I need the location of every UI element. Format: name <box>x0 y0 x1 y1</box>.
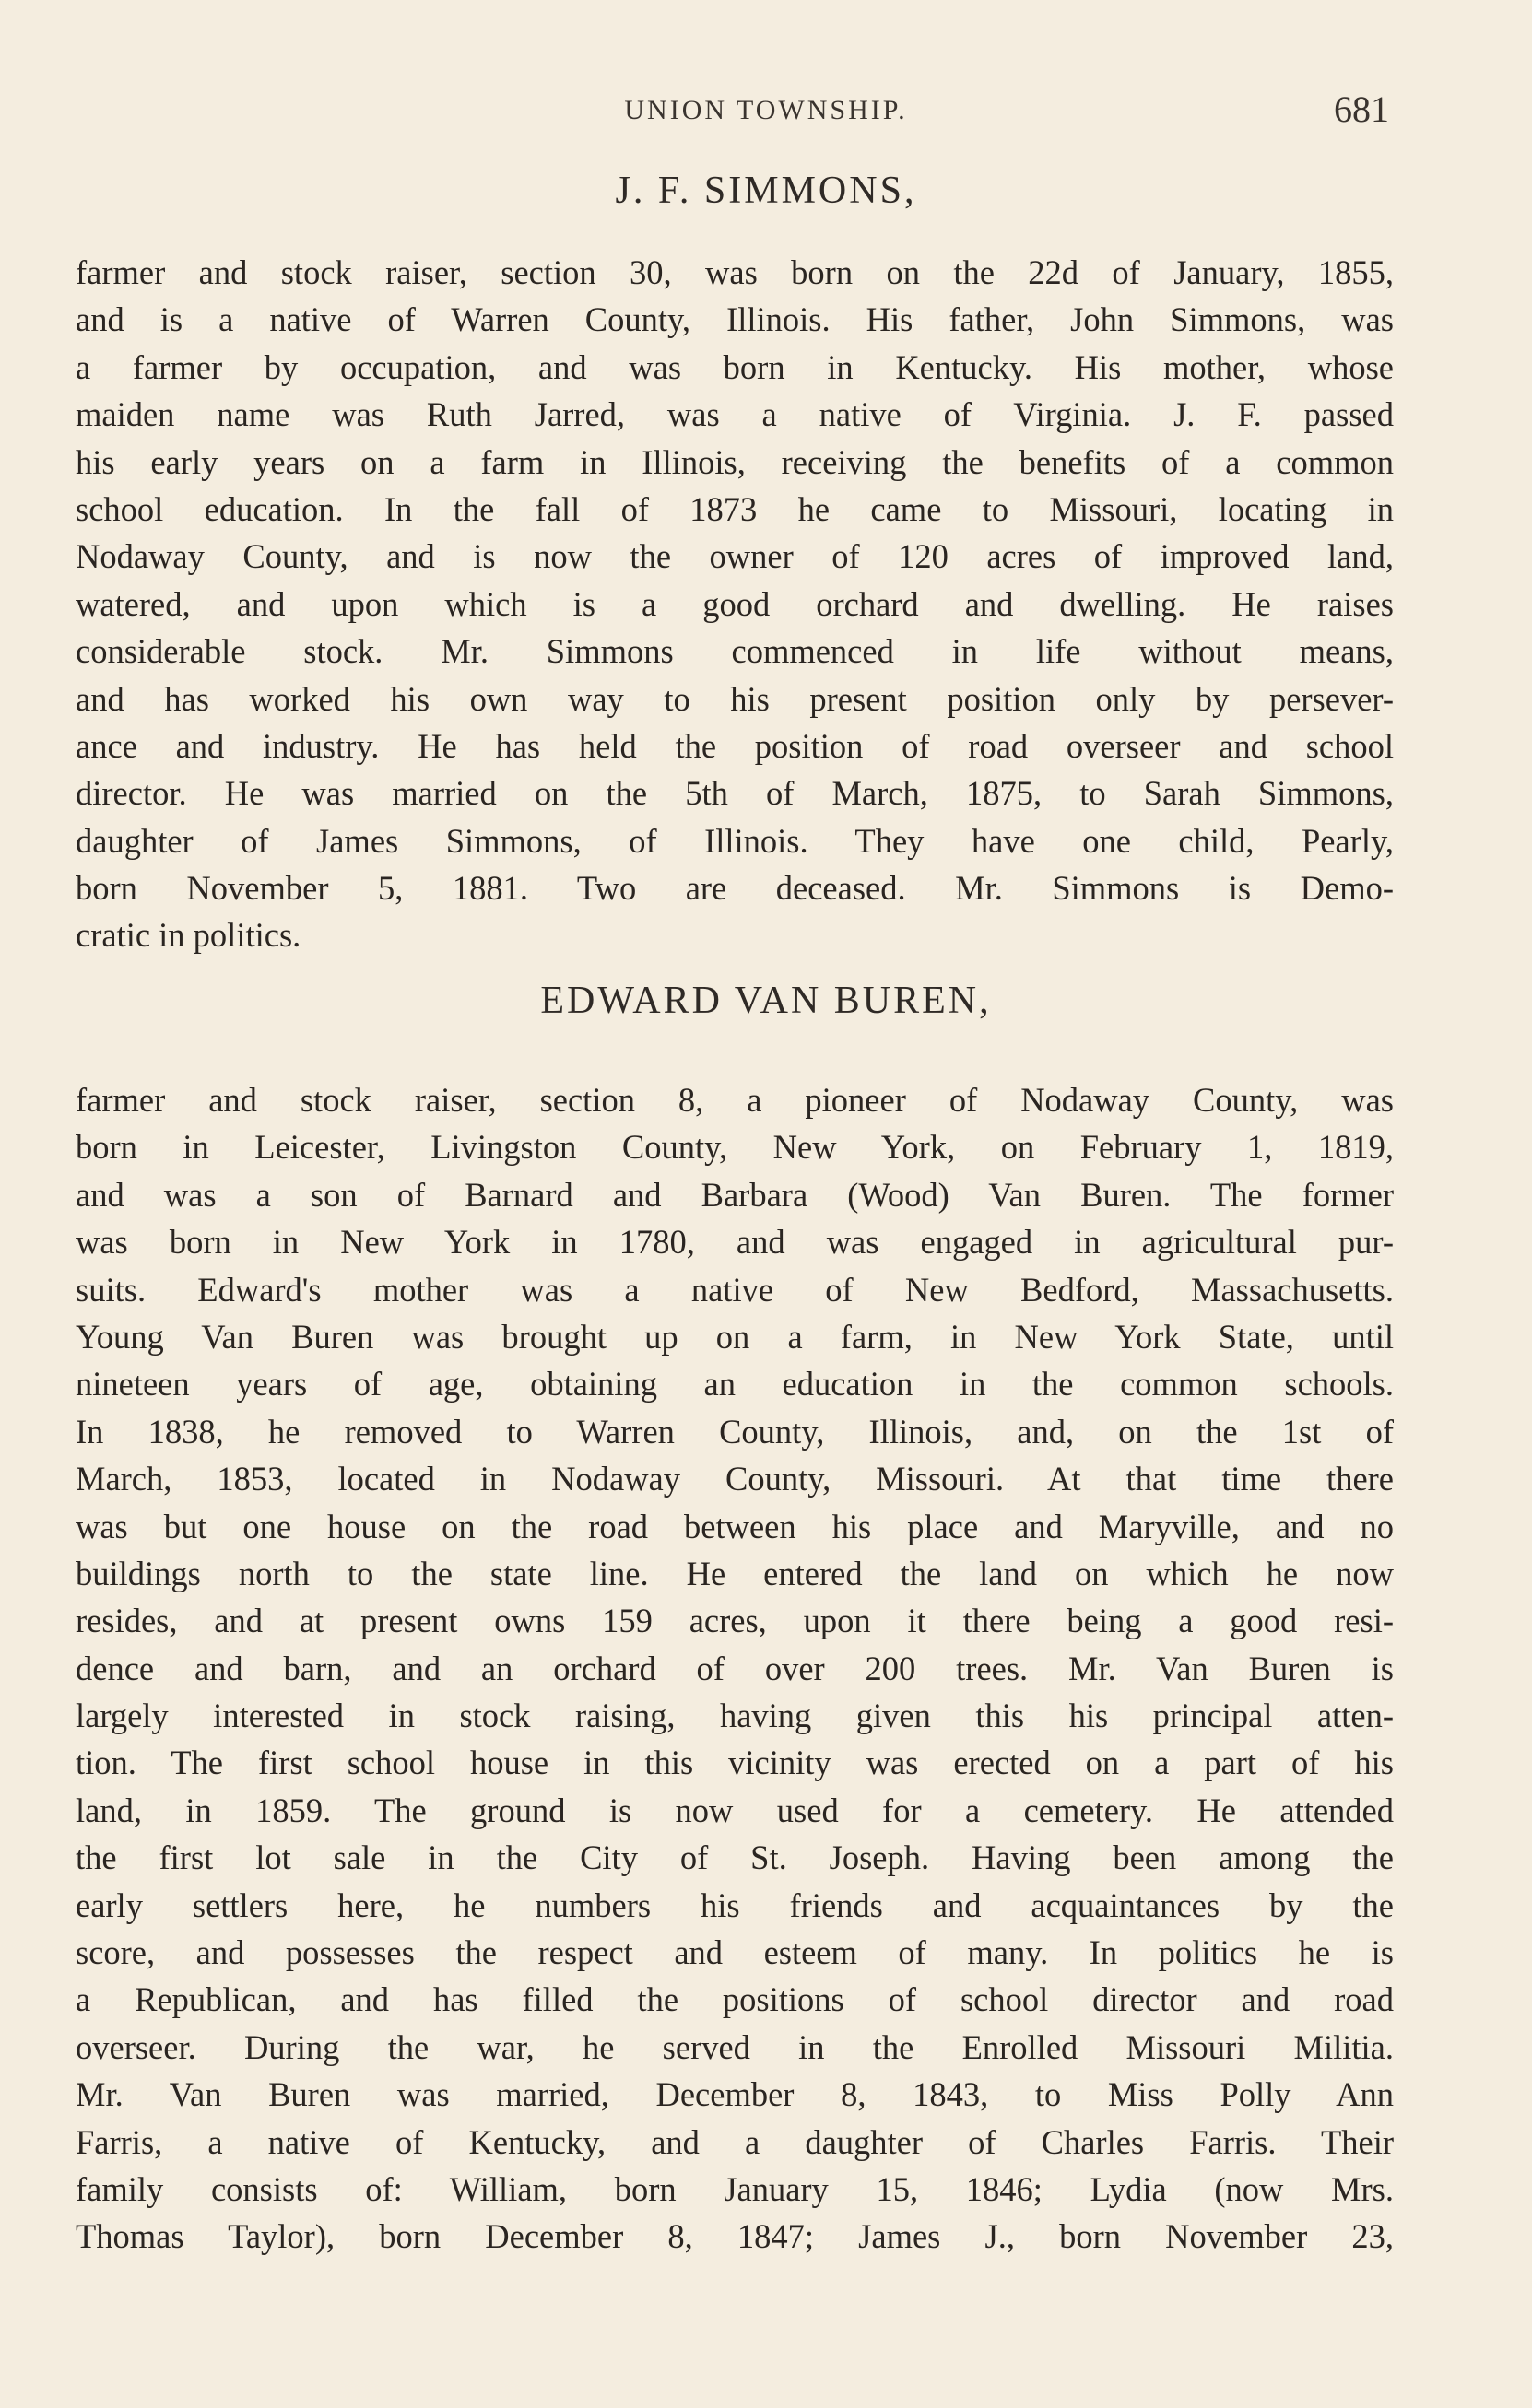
text-line: overseer. During the war, he served in the Enrolled Missouri Militia. <box>76 2027 1394 2066</box>
text-line: the first lot sale in the City of St. Joseph. Having been among the <box>76 1838 1394 1877</box>
text-line: and has worked his own way to his present position only by persever- <box>76 679 1394 718</box>
text-line: Mr. Van Buren was married, December 8, 1843, to Miss Polly Ann <box>76 2075 1394 2114</box>
text-line: In 1838, he removed to Warren County, Illinois, and, on the 1st of <box>76 1412 1394 1451</box>
text-line: ance and industry. He has held the position of road overseer and school <box>76 726 1394 765</box>
text-line: Farris, a native of Kentucky, and a daughter of Charles Farris. Their <box>76 2122 1394 2161</box>
text-line: a farmer by occupation, and was born in Kentucky. His mother, whose <box>76 347 1394 386</box>
text-line: school education. In the fall of 1873 he came to Missouri, locating in <box>76 489 1394 528</box>
text-line: March, 1853, located in Nodaway County, Missouri. At that time there <box>76 1460 1394 1498</box>
text-line: suits. Edward's mother was a native of New Bedford, Massachusetts. <box>76 1270 1394 1309</box>
entry-heading-simmons: J. F. SIMMONS, <box>615 170 917 212</box>
entry-body-simmons <box>76 249 1394 959</box>
text-line: family consists of: William, born January 15, 1846; Lydia (now Mrs. <box>76 2169 1394 2208</box>
running-header <box>0 88 1532 134</box>
text-line: nineteen years of age, obtaining an education in the common schools. <box>76 1365 1394 1404</box>
text-line: cratic in politics. <box>76 916 301 955</box>
text-line: farmer and stock raiser, section 8, a pioneer of Nodaway County, was <box>76 1081 1394 1119</box>
text-line: daughter of James Simmons, of Illinois. They have one child, Pearly, <box>76 821 1394 860</box>
text-line: born in Leicester, Livingston County, New York, on February 1, 1819, <box>76 1128 1394 1167</box>
text-line: resides, and at present owns 159 acres, upon it there being a good resi- <box>76 1602 1394 1640</box>
running-title: UNION TOWNSHIP. <box>624 95 908 125</box>
text-line: Young Van Buren was brought up on a farm, in New York State, until <box>76 1317 1394 1356</box>
text-line: early settlers here, he numbers his friends and acquaintances by the <box>76 1885 1394 1924</box>
entry-heading-van-buren: EDWARD VAN BUREN, <box>540 980 992 1022</box>
entry-body-van-buren <box>76 1076 1394 2261</box>
text-line: score, and possesses the respect and esteem of many. In politics he is <box>76 1933 1394 1972</box>
text-line: Nodaway County, and is now the owner of 120 acres of improved land, <box>76 537 1394 576</box>
text-line: Thomas Taylor), born December 8, 1847; James J., born November 23, <box>76 2217 1394 2256</box>
text-line: was but one house on the road between his place and Maryville, and no <box>76 1507 1394 1545</box>
text-line: buildings north to the state line. He entered the land on which he now <box>76 1554 1394 1592</box>
text-line: tion. The first school house in this vicinity was erected on a part of his <box>76 1744 1394 1782</box>
text-line: largely interested in stock raising, having given this his principal atten- <box>76 1697 1394 1735</box>
text-line: maiden name was Ruth Jarred, was a native of Virginia. J. F. passed <box>76 395 1394 434</box>
text-line: considerable stock. Mr. Simmons commenced in life without means, <box>76 632 1394 671</box>
text-line: land, in 1859. The ground is now used for a cemetery. He attended <box>76 1791 1394 1829</box>
text-line: dence and barn, and an orchard of over 200 trees. Mr. Van Buren is <box>76 1649 1394 1687</box>
text-line: and is a native of Warren County, Illinois. His father, John Simmons, was <box>76 300 1394 339</box>
text-line: was born in New York in 1780, and was engaged in agricultural pur- <box>76 1223 1394 1262</box>
text-line: farmer and stock raiser, section 30, was born on the 22d of January, 1855, <box>76 253 1394 291</box>
text-line: watered, and upon which is a good orchard and dwelling. He raises <box>76 584 1394 623</box>
page-number: 681 <box>1334 88 1389 130</box>
text-line: director. He was married on the 5th of March, 1875, to Sarah Simmons, <box>76 774 1394 813</box>
text-line: born November 5, 1881. Two are deceased. Mr. Simmons is Demo- <box>76 869 1394 908</box>
text-line: a Republican, and has filled the positions of school director and road <box>76 1980 1394 2019</box>
text-line: and was a son of Barnard and Barbara (Wood) Van Buren. The former <box>76 1175 1394 1214</box>
text-line: his early years on a farm in Illinois, receiving the benefits of a common <box>76 442 1394 481</box>
